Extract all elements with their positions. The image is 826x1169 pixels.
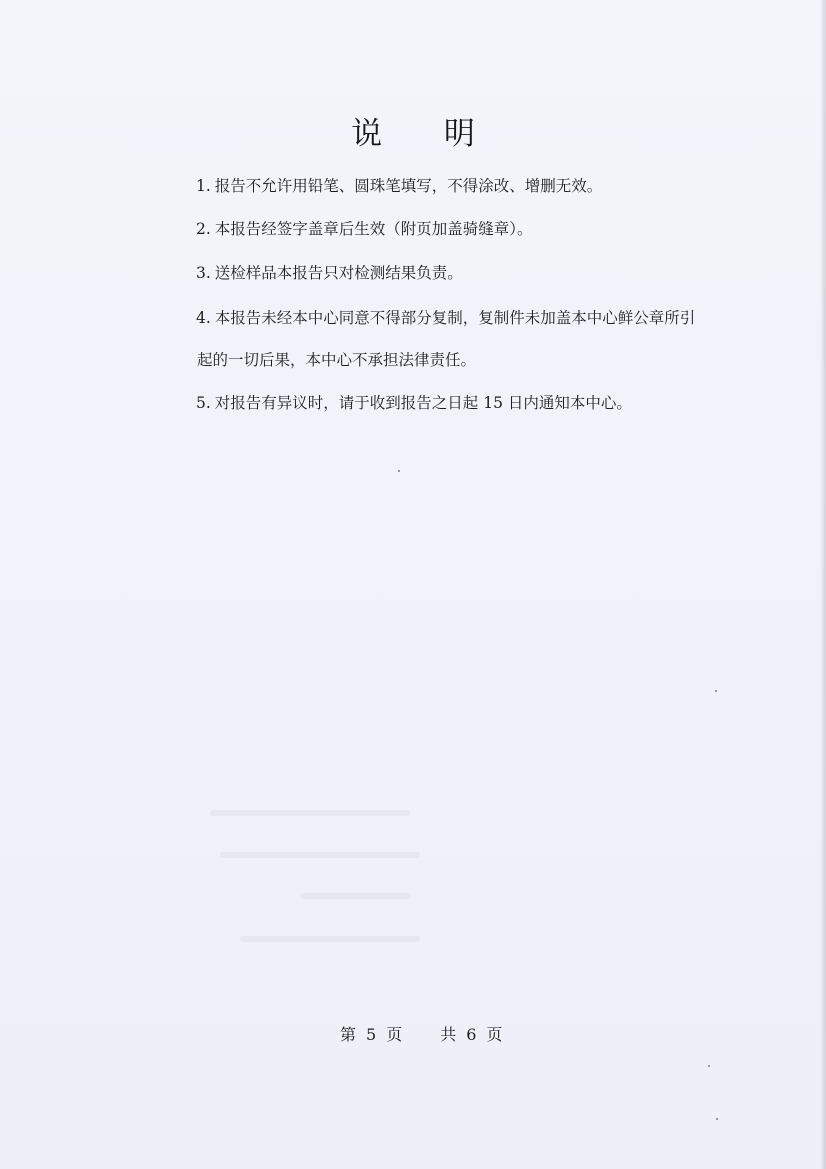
- total-label-suffix: 页: [486, 1025, 503, 1044]
- scan-speck: [716, 1118, 718, 1120]
- rule-text: 报告不允许用铅笔、圆珠笔填写，不得涂改、增删无效。: [214, 177, 603, 195]
- show-through-line: [210, 810, 410, 816]
- rule-number: 3.: [196, 264, 211, 282]
- total-pages-number: 6: [466, 1025, 477, 1044]
- rule-4: [196, 307, 695, 329]
- rule-text: 本报告未经本中心同意不得部分复制，复制件未加盖本中心鲜公章所引: [214, 309, 696, 327]
- rule-text: 对报告有异议时，请于收到报告之日起 15 日内通知本中心。: [214, 394, 632, 412]
- rule-text: 送检样品本报告只对检测结果负责。: [214, 264, 463, 282]
- rule-number: 2.: [196, 220, 211, 238]
- total-label-prefix: 共: [440, 1025, 457, 1044]
- rule-2: [196, 218, 533, 240]
- rule-number: 4.: [196, 309, 211, 327]
- scan-speck: [708, 1065, 710, 1067]
- page-footer: [340, 1022, 502, 1045]
- page-edge-shadow: [820, 0, 826, 1169]
- page-title: 说 明: [351, 116, 501, 152]
- scan-speck: [715, 690, 717, 692]
- rule-number: 5.: [196, 394, 211, 412]
- show-through-line: [240, 936, 420, 942]
- rule-text: 本报告经签字盖章后生效（附页加盖骑缝章）。: [214, 220, 533, 238]
- rule-1: [196, 175, 602, 197]
- show-through-line: [300, 893, 410, 899]
- page-label-suffix: 页: [386, 1025, 403, 1044]
- rule-5: [196, 392, 632, 414]
- page-label-prefix: 第: [340, 1025, 357, 1044]
- rule-4-continuation: 起的一切后果，本中心不承担法律责任。: [197, 351, 477, 369]
- current-page-number: 5: [366, 1025, 377, 1044]
- scan-speck: [398, 470, 400, 472]
- show-through-line: [220, 852, 420, 858]
- rule-3: [196, 262, 463, 284]
- rule-number: 1.: [196, 177, 211, 195]
